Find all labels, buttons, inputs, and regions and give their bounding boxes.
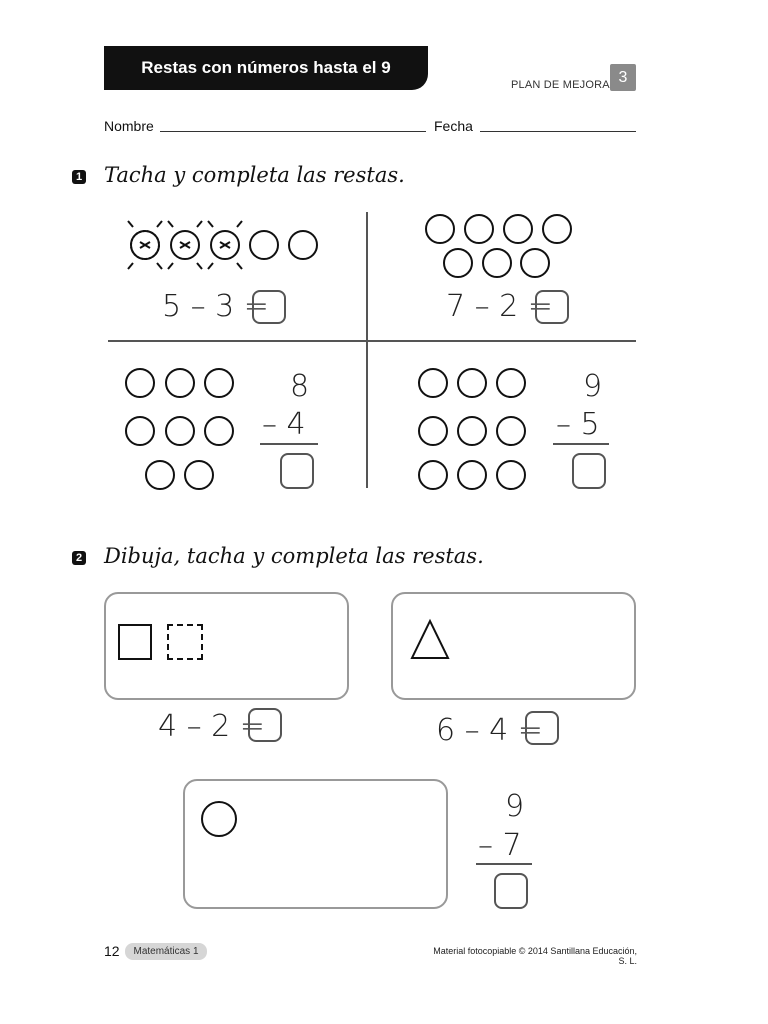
triangle-shape: [410, 618, 452, 660]
exercise-2-instruction: Dibuja, tacha y completa las restas.: [104, 544, 484, 568]
answer-box[interactable]: [535, 290, 569, 324]
name-label: Nombre: [104, 118, 154, 134]
circle-shape: [201, 801, 237, 837]
expression-q2: 7 – 2 =: [446, 289, 553, 324]
circle: [418, 368, 448, 398]
circle: [165, 416, 195, 446]
circle: [520, 248, 550, 278]
answer-box[interactable]: [252, 290, 286, 324]
crossed-circle: [208, 221, 242, 269]
drawing-area[interactable]: [183, 779, 448, 909]
circle: [496, 368, 526, 398]
circle: [496, 460, 526, 490]
circle: [145, 460, 175, 490]
circle: [418, 416, 448, 446]
circle: [289, 231, 317, 259]
circle: [250, 231, 278, 259]
grid-vertical-divider: [366, 212, 368, 488]
circle: [418, 460, 448, 490]
square-shape: [118, 624, 152, 660]
dashed-square-shape: [167, 624, 203, 660]
vertical-bottom-ex2: – 7: [478, 828, 522, 863]
answer-box[interactable]: [525, 711, 559, 745]
vertical-top-q4: 9: [583, 369, 603, 404]
subject-tag: Matemáticas 1: [125, 943, 207, 960]
grid-horizontal-divider: [108, 340, 636, 342]
plan-label: PLAN DE MEJORA: [511, 79, 610, 91]
circle: [165, 368, 195, 398]
circle: [503, 214, 533, 244]
circle: [125, 416, 155, 446]
sum-line: [553, 443, 609, 445]
answer-box[interactable]: [248, 708, 282, 742]
answer-box[interactable]: [280, 453, 314, 489]
circle: [457, 460, 487, 490]
crossed-circle: [128, 221, 162, 269]
page-number: 12: [104, 943, 120, 959]
circle: [125, 368, 155, 398]
vertical-bottom-q3: – 4: [262, 407, 306, 442]
name-field[interactable]: [160, 131, 426, 132]
circle: [204, 368, 234, 398]
circle: [482, 248, 512, 278]
circle: [464, 214, 494, 244]
sum-line: [476, 863, 532, 865]
date-field[interactable]: [480, 131, 636, 132]
sum-line: [260, 443, 318, 445]
copyright-notice: Material fotocopiable © 2014 Santillana Educación, S. L.: [433, 946, 637, 966]
worksheet-title: Restas con números hasta el 9: [104, 46, 428, 90]
exercise-2-number: 2: [72, 551, 86, 565]
crossed-circle: [168, 221, 202, 269]
expression-ex2-q2: 6 – 4 =: [436, 713, 543, 748]
date-label: Fecha: [434, 118, 473, 134]
vertical-top-ex2: 9: [505, 789, 525, 824]
circle: [457, 416, 487, 446]
circle: [204, 416, 234, 446]
answer-box[interactable]: [572, 453, 606, 489]
circle: [496, 416, 526, 446]
circle: [542, 214, 572, 244]
crossed-circles-group: [122, 216, 332, 274]
circle: [443, 248, 473, 278]
vertical-top-q3: 8: [290, 369, 310, 404]
circle: [425, 214, 455, 244]
plan-number-badge: 3: [610, 64, 636, 91]
exercise-1-number: 1: [72, 170, 86, 184]
answer-box[interactable]: [494, 873, 528, 909]
exercise-1-instruction: Tacha y completa las restas.: [104, 163, 405, 187]
expression-ex2-q1: 4 – 2 =: [158, 709, 265, 744]
circle: [457, 368, 487, 398]
expression-q1: 5 – 3 =: [162, 289, 269, 324]
circle: [184, 460, 214, 490]
vertical-bottom-q4: – 5: [556, 407, 600, 442]
